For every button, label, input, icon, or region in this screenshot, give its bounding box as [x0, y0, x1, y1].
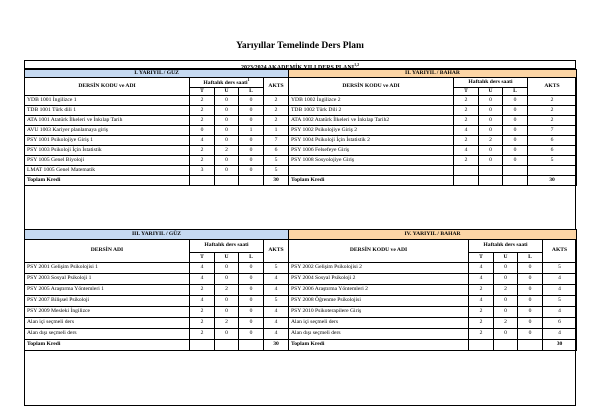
hours-u: 0: [479, 146, 503, 156]
hours-l: 0: [518, 274, 543, 285]
course-row: [289, 116, 577, 126]
hours-t: 2: [190, 96, 215, 106]
hours-u: 0: [494, 296, 518, 307]
hours-u: 0: [494, 307, 518, 318]
course-name: PSY 2006 Araştırma Yöntemleri 2: [289, 285, 469, 296]
course-name: ATA 1001 Atatürk İlkeleri ve İnkılap Tarih: [25, 116, 190, 126]
hours-t: 2: [190, 146, 215, 156]
hours-l: 0: [239, 156, 264, 166]
hours-u: 2: [215, 146, 239, 156]
l-column-header: L: [239, 253, 264, 263]
semester-2-header: II. YARIYIL / BAHAR: [289, 70, 577, 78]
hours-l: 0: [239, 106, 264, 116]
hours-l: [503, 166, 528, 176]
course-akts: 2: [528, 96, 577, 106]
course-name: PSY 1002 Psikolojiye Giriş 2: [289, 126, 454, 136]
hours-l: 0: [503, 106, 528, 116]
course-name: PSY 2007 Bilişsel Psikoloji: [25, 296, 190, 307]
hours-t: 2: [469, 285, 494, 296]
course-akts: 4: [543, 285, 577, 296]
hours-u: 0: [479, 126, 503, 136]
course-column-header: DERSİN KODU ve ADI: [289, 240, 469, 263]
course-row: [289, 106, 577, 116]
course-akts: 4: [264, 329, 289, 340]
hours-l: 0: [518, 329, 543, 340]
hours-t: 2: [190, 156, 215, 166]
course-akts: 4: [264, 307, 289, 318]
hours-l: 0: [239, 318, 264, 329]
hours-u: 2: [494, 285, 518, 296]
course-row: [25, 263, 289, 274]
weekly-hours-header: [190, 78, 264, 88]
course-name: YDB 1002 İngilizce 2: [289, 96, 454, 106]
semester-1-header: I. YARIYIL / GÜZ: [25, 70, 289, 78]
hours-u: 0: [215, 263, 239, 274]
t-column-header: T: [469, 253, 494, 263]
hours-t: 4: [190, 274, 215, 285]
semester-3-table: [24, 229, 289, 351]
weekly-hours-text: Haftalık ders saati: [203, 80, 248, 87]
course-name: PSY 1006 Felsefeye Giriş: [289, 146, 454, 156]
hours-t: 2: [454, 156, 479, 166]
course-row: [25, 116, 289, 126]
hours-u: 0: [215, 329, 239, 340]
hours-t: 4: [469, 296, 494, 307]
total-value: 30: [264, 340, 289, 351]
course-row: [25, 329, 289, 340]
course-row: [25, 96, 289, 106]
weekly-hours-header: Haftalık ders saati: [190, 240, 264, 253]
hours-l: 0: [518, 307, 543, 318]
hours-l: 0: [239, 166, 264, 176]
course-akts: 2: [528, 116, 577, 126]
hours-u: 0: [215, 296, 239, 307]
hours-u: 2: [215, 285, 239, 296]
course-name: Alan dışı seçmeli ders: [289, 329, 469, 340]
course-akts: 5: [528, 156, 577, 166]
hours-u: 0: [215, 106, 239, 116]
course-name: AVU 1003 Kariyer planlamaya giriş: [25, 126, 190, 136]
course-akts: 5: [543, 263, 577, 274]
course-row: [289, 166, 577, 176]
hours-l: 0: [518, 318, 543, 329]
hours-u: 0: [215, 307, 239, 318]
u-column-header: U: [479, 88, 503, 96]
academic-year-sup: 1,2: [354, 62, 360, 67]
course-row: [289, 285, 577, 296]
hours-t: 2: [190, 106, 215, 116]
course-akts: 1: [264, 126, 289, 136]
hours-t: 2: [469, 307, 494, 318]
hours-t: 4: [469, 274, 494, 285]
course-column-header: DERSİN KODU ve ADI: [289, 78, 454, 96]
course-row: [25, 296, 289, 307]
course-row: [289, 126, 577, 136]
course-row: [25, 285, 289, 296]
hours-u: 0: [479, 96, 503, 106]
course-row: [25, 126, 289, 136]
hours-t: 4: [454, 146, 479, 156]
hours-t: 2: [454, 96, 479, 106]
hours-l: 0: [239, 116, 264, 126]
hours-u: 0: [479, 116, 503, 126]
akts-column-header: AKTS: [264, 240, 289, 263]
hours-t: 2: [190, 116, 215, 126]
page-title: Yarıyıllar Temelinde Ders Planı: [236, 41, 364, 51]
course-row: [25, 146, 289, 156]
course-row: [25, 307, 289, 318]
hours-u: 0: [215, 166, 239, 176]
course-column-header: DERSİN KODU ve ADI: [25, 78, 190, 96]
course-akts: 4: [543, 307, 577, 318]
hours-u: 0: [494, 274, 518, 285]
course-name: PSY 2004 Sosyal Psikoloji 2: [289, 274, 469, 285]
course-name: PSY 1001 Psikolojiye Giriş 1: [25, 136, 190, 146]
hours-t: 4: [190, 263, 215, 274]
t-column-header: T: [190, 88, 215, 96]
hours-u: 0: [215, 136, 239, 146]
hours-t: 2: [454, 116, 479, 126]
akts-column-header: AKTS: [543, 240, 577, 263]
course-name: PSY 2008 Öğrenme Psikolojisi: [289, 296, 469, 307]
total-label: Toplam Kredi: [25, 176, 190, 186]
course-row: [289, 329, 577, 340]
course-row: [289, 156, 577, 166]
semester-4-header: IV. YARIYIL / BAHAR: [289, 230, 577, 240]
hours-t: 2: [190, 329, 215, 340]
l-column-header: L: [239, 88, 264, 96]
hours-l: 0: [503, 126, 528, 136]
course-name: PSY 2005 Araştırma Yöntemleri 1: [25, 285, 190, 296]
hours-l: 0: [239, 263, 264, 274]
course-akts: 5: [543, 296, 577, 307]
course-row: [25, 156, 289, 166]
hours-t: 4: [469, 263, 494, 274]
hours-l: 1: [239, 126, 264, 136]
course-akts: 6: [528, 146, 577, 156]
total-label: Toplam Kredi: [25, 340, 190, 351]
course-akts: 4: [543, 274, 577, 285]
course-name: Alan içi seçmeli ders: [289, 318, 469, 329]
hours-l: 0: [239, 285, 264, 296]
hours-t: 2: [454, 136, 479, 146]
course-name: TDB 1002 Türk Dili 2: [289, 106, 454, 116]
course-akts: 2: [264, 106, 289, 116]
course-name: YDB 1001 İngilizce 1: [25, 96, 190, 106]
hours-t: 2: [190, 307, 215, 318]
l-column-header: L: [518, 253, 543, 263]
course-akts: 2: [264, 116, 289, 126]
hours-t: 2: [190, 285, 215, 296]
hours-t: 2: [190, 318, 215, 329]
total-value: 30: [264, 176, 289, 186]
course-name: PSY 2002 Gelişim Psikolojisi 2: [289, 263, 469, 274]
weekly-hours-header: Haftalık ders saati: [454, 78, 528, 88]
akts-column-header: AKTS: [528, 78, 577, 96]
course-row: [289, 274, 577, 285]
akts-column-header: AKTS: [264, 78, 289, 96]
course-column-header: DERSİN ADI: [25, 240, 190, 263]
course-akts: 5: [264, 166, 289, 176]
course-akts: 6: [528, 136, 577, 146]
course-akts: [528, 166, 577, 176]
course-row: [25, 274, 289, 285]
hours-t: 3: [190, 166, 215, 176]
course-akts: 6: [543, 318, 577, 329]
course-name: LMAT 1005 Genel Matematik: [25, 166, 190, 176]
hours-l: 0: [503, 136, 528, 146]
semester-4-table: [288, 229, 577, 351]
weekly-hours-sup: 1: [247, 77, 250, 83]
total-value: 30: [528, 176, 577, 186]
course-row: [289, 146, 577, 156]
hours-l: 0: [503, 116, 528, 126]
hours-u: 0: [215, 126, 239, 136]
hours-l: 0: [239, 146, 264, 156]
course-akts: 2: [528, 106, 577, 116]
hours-u: 0: [494, 329, 518, 340]
hours-t: 4: [190, 296, 215, 307]
course-name: Alan içi seçmeli ders: [25, 318, 190, 329]
hours-t: [454, 166, 479, 176]
course-akts: 2: [264, 96, 289, 106]
course-akts: 6: [264, 146, 289, 156]
hours-t: 4: [454, 126, 479, 136]
hours-t: 0: [190, 126, 215, 136]
course-akts: 5: [264, 296, 289, 307]
total-label: Toplam Kredi: [289, 176, 454, 186]
hours-u: 2: [494, 318, 518, 329]
course-row: [289, 136, 577, 146]
hours-l: 0: [518, 285, 543, 296]
course-akts: 4: [543, 329, 577, 340]
hours-u: 2: [215, 318, 239, 329]
hours-u: 0: [479, 106, 503, 116]
course-name: [289, 166, 454, 176]
course-akts: 4: [264, 285, 289, 296]
course-akts: 4: [264, 274, 289, 285]
u-column-header: U: [494, 253, 518, 263]
academic-year-header: [24, 61, 576, 69]
hours-l: 0: [503, 96, 528, 106]
hours-l: 0: [239, 274, 264, 285]
course-row: [289, 307, 577, 318]
course-row: [25, 106, 289, 116]
course-row: [289, 318, 577, 329]
course-name: PSY 2009 Mesleki İngilizce: [25, 307, 190, 318]
weekly-hours-header: Haftalık ders saati: [469, 240, 543, 253]
academic-year-text: 2023/2024 AKADEMİK YILI DERS PLANI: [240, 65, 355, 71]
u-column-header: U: [215, 88, 239, 96]
course-row: [25, 318, 289, 329]
hours-l: 0: [239, 296, 264, 307]
hours-l: 0: [239, 136, 264, 146]
course-akts: 7: [528, 126, 577, 136]
hours-u: [479, 166, 503, 176]
t-column-header: T: [454, 88, 479, 96]
total-label: Toplam Kredi: [289, 340, 469, 351]
course-akts: 7: [264, 136, 289, 146]
hours-l: 0: [239, 96, 264, 106]
course-name: PSY 2003 Sosyal Psikoloji 1: [25, 274, 190, 285]
hours-t: 2: [454, 106, 479, 116]
course-akts: 5: [264, 156, 289, 166]
course-row: [25, 166, 289, 176]
hours-u: 0: [215, 116, 239, 126]
semester-2-table: [288, 69, 577, 186]
course-row: [289, 96, 577, 106]
course-row: [289, 296, 577, 307]
hours-u: 0: [494, 263, 518, 274]
course-name: PSY 2010 Psikoterapilere Giriş: [289, 307, 469, 318]
course-name: PSY 1004 Psikoloji İçin İstatistik 2: [289, 136, 454, 146]
hours-u: 0: [215, 96, 239, 106]
t-column-header: T: [190, 253, 215, 263]
course-name: PSY 2001 Gelişim Psikolojisi 1: [25, 263, 190, 274]
course-akts: 4: [264, 318, 289, 329]
hours-l: 0: [503, 146, 528, 156]
semester-3-header: III. YARIYIL / GÜZ: [25, 230, 289, 240]
course-name: PSY 1008 Sosyolojiye Giriş: [289, 156, 454, 166]
course-row: [289, 263, 577, 274]
hours-u: 0: [215, 274, 239, 285]
course-akts: 5: [264, 263, 289, 274]
course-row: [25, 136, 289, 146]
l-column-header: L: [503, 88, 528, 96]
course-name: PSY 1003 Psikoloji İçin İstatistik: [25, 146, 190, 156]
hours-u: 0: [215, 156, 239, 166]
hours-t: 4: [190, 136, 215, 146]
hours-l: 0: [518, 296, 543, 307]
semester-1-table: [24, 69, 289, 186]
hours-t: 2: [469, 329, 494, 340]
hours-l: 0: [239, 329, 264, 340]
course-name: PSY 1005 Genel Biyoloji: [25, 156, 190, 166]
course-name: Alan dışı seçmeli ders: [25, 329, 190, 340]
hours-u: 0: [479, 156, 503, 166]
u-column-header: U: [215, 253, 239, 263]
course-name: TDB 1001 Türk dili 1: [25, 106, 190, 116]
hours-l: 0: [239, 307, 264, 318]
hours-u: 2: [479, 136, 503, 146]
course-name: ATA 1002 Atatürk İlkeleri ve İnkılap Tarih2: [289, 116, 454, 126]
hours-l: 0: [503, 156, 528, 166]
hours-l: 0: [518, 263, 543, 274]
total-value: 30: [543, 340, 577, 351]
hours-t: 2: [469, 318, 494, 329]
